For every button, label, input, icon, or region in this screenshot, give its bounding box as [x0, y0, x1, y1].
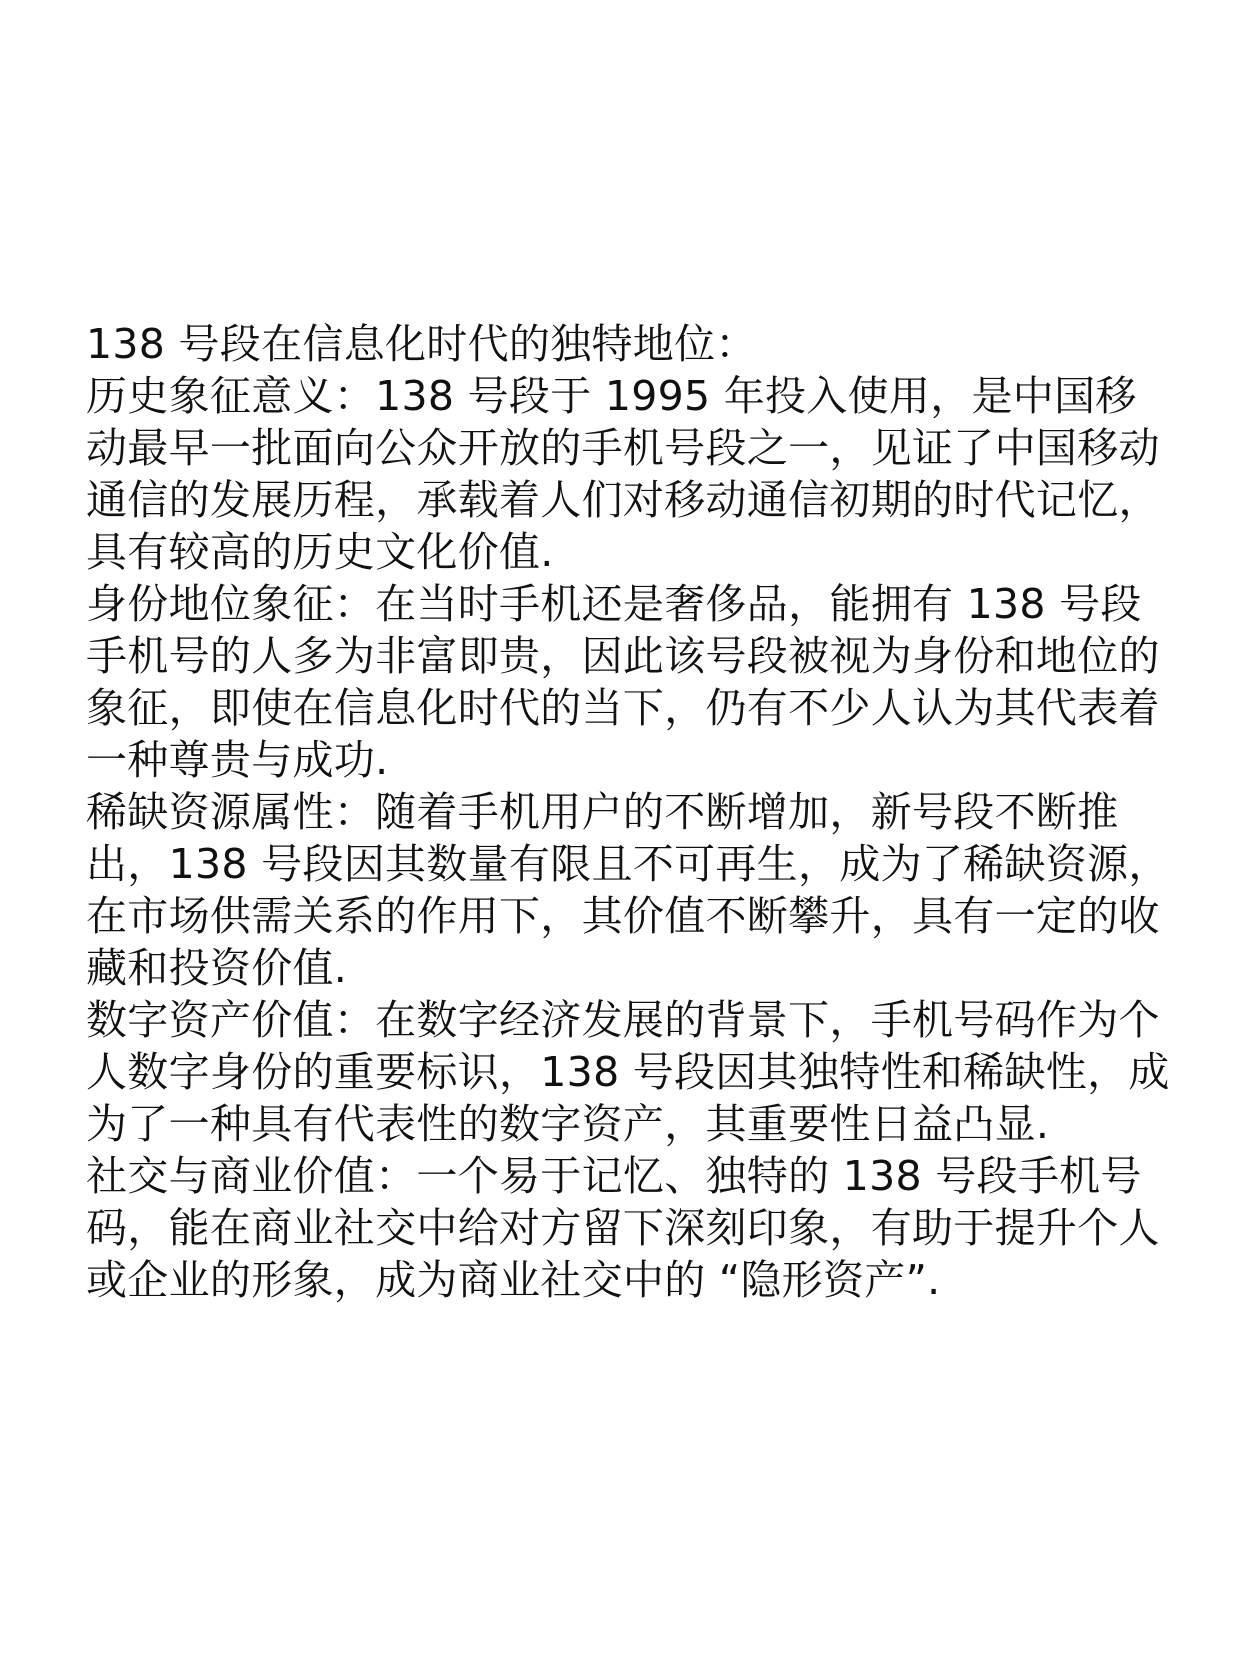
paragraph-historical-symbol: 历史象征意义：138 号段于 1995 年投入使用，是中国移动最早一批面向公众开放的手机号段之一，见证了中国移动通信的发展历程，承载着人们对移动通信初期的时代记忆，具有较高的历史文化价值.	[86, 372, 1160, 576]
paragraph-status-symbol: 身份地位象征：在当时手机还是奢侈品，能拥有 138 号段手机号的人多为非富即贵，因此该号段被视为身份和地位的象征，即使在信息化时代的当下，仍有不少人认为其代表着一种尊贵与成功.	[86, 580, 1160, 784]
paragraph-scarce-resource: 稀缺资源属性：随着手机用户的不断增加，新号段不断推出，138 号段因其数量有限且不可再生，成为了稀缺资源，在市场供需关系的作用下，其价值不断攀升，具有一定的收藏和投资价值.	[86, 788, 1170, 992]
paragraph-social-business-value: 社交与商业价值：一个易于记忆、独特的 138 号段手机号码，能在商业社交中给对方留下深刻印象，有助于提升个人或企业的形象，成为商业社交中的 “隐形资产”.	[86, 1152, 1160, 1304]
document-title: 138 号段在信息化时代的独特地位：	[86, 320, 757, 368]
document-body	[86, 318, 1176, 1306]
paragraph-digital-asset: 数字资产价值：在数字经济发展的背景下，手机号码作为个人数字身份的重要标识，138 号段因其独特性和稀缺性，成为了一种具有代表性的数字资产，其重要性日益凸显.	[86, 996, 1170, 1148]
